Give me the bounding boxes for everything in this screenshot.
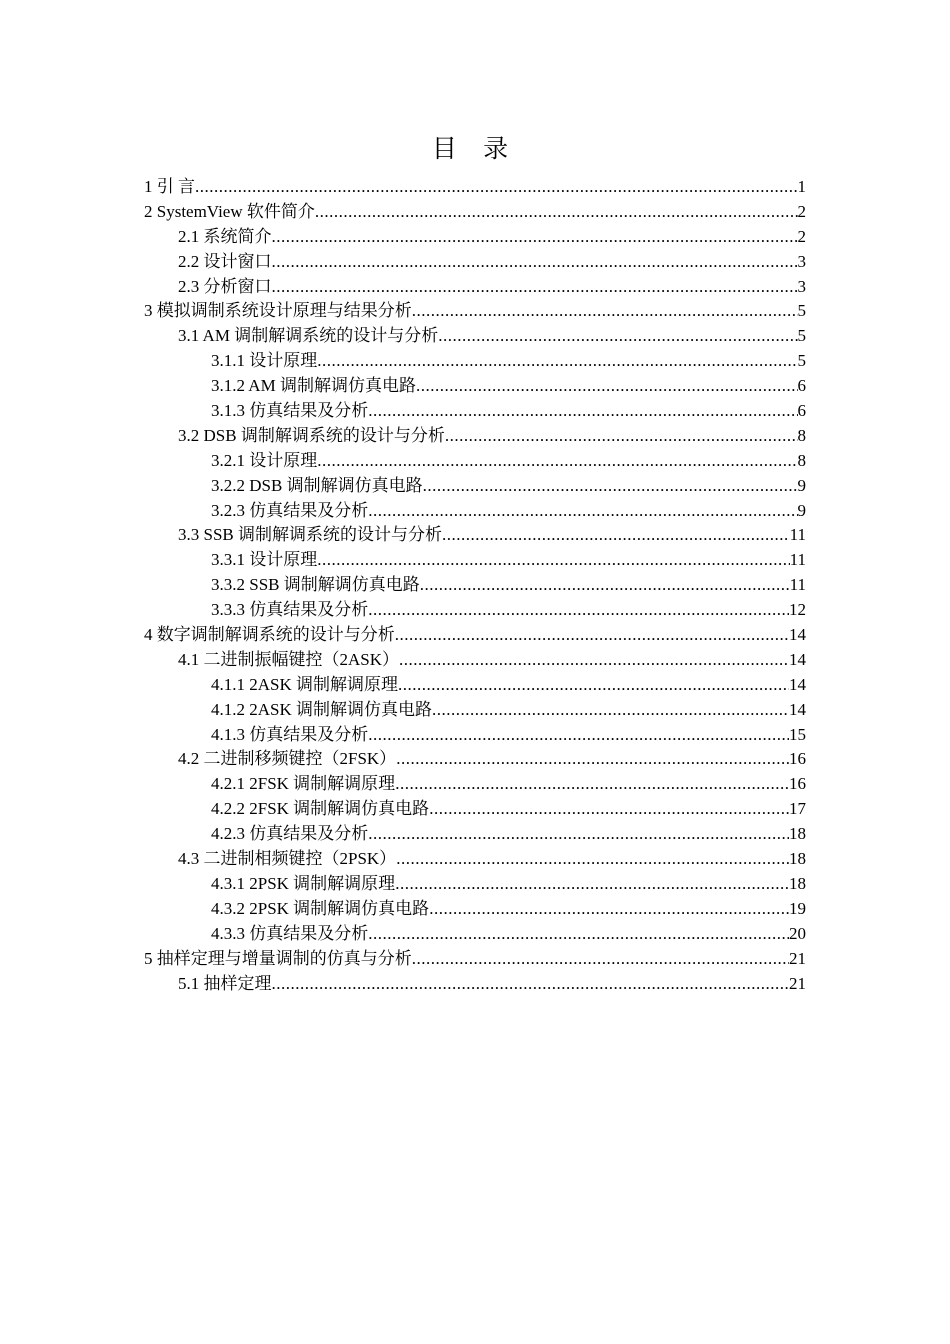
toc-entry-title: 4.3 二进制相频键控（2PSK） [178,849,397,869]
toc-entry[interactable] [0,573,806,598]
toc-page-number: 14 [789,625,806,645]
toc-leader-dots [272,250,798,275]
toc-entry-title: 2.3 分析窗口 [178,276,272,296]
toc-leader-dots [368,399,797,424]
toc-entry[interactable] [0,797,806,822]
toc-entry[interactable] [0,623,806,648]
toc-leader-dots [438,324,797,349]
toc-page-number: 6 [797,401,806,421]
toc-leader-dots [315,200,798,225]
toc-leader-dots [368,922,789,947]
toc-entry[interactable] [0,225,806,250]
toc-page-number: 15 [789,724,806,744]
toc-entry-title: 3.2 DSB 调制解调系统的设计与分析 [178,425,445,445]
toc-page-number: 12 [789,600,806,620]
toc-entry-title: 3.1 AM 调制解调系统的设计与分析 [178,326,439,346]
toc-page-number: 9 [797,475,806,495]
toc-entry-title: 3.1.3 仿真结果及分析 [211,401,369,421]
toc-entry[interactable] [0,723,806,748]
toc-leader-dots [272,225,798,250]
toc-entry-title: 4.2 二进制移频键控（2FSK） [178,749,397,769]
toc-entry[interactable] [0,324,806,349]
toc-entry-title: 2.1 系统简介 [178,226,272,246]
toc-entry-title: 3 模拟调制系统设计原理与结果分析 [144,301,412,321]
toc-entry-title: 4.3.2 2PSK 调制解调仿真电路 [211,898,430,918]
toc-entry[interactable] [0,200,806,225]
toc-leader-dots [368,723,789,748]
toc-leader-dots [317,548,789,573]
toc-entry[interactable] [0,872,806,897]
toc-list [0,175,950,996]
toc-page-number: 11 [789,575,806,595]
toc-entry[interactable] [0,772,806,797]
toc-page-number: 2 [797,201,806,221]
toc-page-number: 18 [789,824,806,844]
toc-entry[interactable] [0,474,806,499]
page-title: 目 录 [431,136,519,163]
toc-page-number: 16 [789,749,806,769]
toc-entry-title: 4.3.1 2PSK 调制解调原理 [211,873,396,893]
toc-entry-title: 4.2.3 仿真结果及分析 [211,824,369,844]
toc-entry[interactable] [0,374,806,399]
toc-entry-title: 3.3.1 设计原理 [211,550,318,570]
toc-entry-title: 1 引 言 [144,177,195,196]
toc-leader-dots [432,698,789,723]
toc-entry-title: 4.3.3 仿真结果及分析 [211,923,369,943]
toc-entry-title: 3.2.3 仿真结果及分析 [211,500,369,520]
toc-entry[interactable] [0,349,806,374]
toc-page-number: 18 [789,873,806,893]
toc-leader-dots [420,573,790,598]
toc-page-number: 14 [789,699,806,719]
toc-entry[interactable] [0,598,806,623]
toc-entry-title: 3.3.2 SSB 调制解调仿真电路 [211,575,420,595]
toc-entry-title: 4.1 二进制振幅键控（2ASK） [178,649,400,669]
toc-entry[interactable] [0,947,806,972]
toc-leader-dots [429,797,789,822]
toc-leader-dots [368,598,789,623]
toc-leader-dots [368,822,789,847]
toc-page-number: 9 [797,500,806,520]
toc-entry[interactable] [0,972,806,997]
toc-leader-dots [412,947,789,972]
toc-page-number: 14 [789,674,806,694]
toc-leader-dots [317,349,797,374]
toc-leader-dots [429,897,789,922]
toc-entry[interactable] [0,499,806,524]
toc-leader-dots [368,499,797,524]
toc-leader-dots [272,972,790,997]
toc-entry[interactable] [0,523,806,548]
toc-entry-title: 3.1.1 设计原理 [211,351,318,371]
toc-entry[interactable] [0,747,806,772]
toc-entry-title: 5 抽样定理与增量调制的仿真与分析 [144,948,412,968]
toc-entry[interactable] [0,175,806,200]
toc-entry[interactable] [0,698,806,723]
toc-leader-dots [423,474,798,499]
toc-page-number: 5 [797,301,806,321]
toc-entry-title: 5.1 抽样定理 [178,973,272,993]
toc-leader-dots [317,449,797,474]
toc-leader-dots [416,374,798,399]
toc-entry-title: 3.3 SSB 调制解调系统的设计与分析 [178,525,442,545]
toc-page-number: 21 [789,948,806,968]
toc-entry-title: 4.2.1 2FSK 调制解调原理 [211,774,396,794]
toc-page-number: 21 [789,973,806,993]
toc-entry-title: 3.1.2 AM 调制解调仿真电路 [211,376,416,396]
toc-page-number: 6 [797,376,806,396]
toc-page-number: 8 [797,425,806,445]
toc-entry[interactable] [0,548,806,573]
toc-leader-dots [395,623,789,648]
toc-entry-title: 2 SystemView 软件简介 [144,201,315,221]
toc-leader-dots [442,523,790,548]
toc-page-number: 5 [797,326,806,346]
toc-leader-dots [195,175,798,200]
toc-entry[interactable] [0,922,806,947]
toc-entry[interactable] [0,250,806,275]
toc-leader-dots [396,847,789,872]
toc-entry[interactable] [0,424,806,449]
toc-entry-title: 4.1.2 2ASK 调制解调仿真电路 [211,699,433,719]
toc-entry[interactable] [0,648,806,673]
toc-page-number: 11 [789,550,806,570]
toc-entry[interactable] [0,399,806,424]
toc-entry-title: 3.3.3 仿真结果及分析 [211,600,369,620]
toc-leader-dots [412,299,798,324]
toc-leader-dots [399,648,789,673]
toc-entry-title: 2.2 设计窗口 [178,251,272,271]
toc-page-number: 16 [789,774,806,794]
toc-leader-dots [398,673,789,698]
toc-leader-dots [395,772,789,797]
toc-entry[interactable] [0,822,806,847]
toc-leader-dots [395,872,789,897]
toc-entry[interactable] [0,449,806,474]
toc-entry[interactable] [0,673,806,698]
toc-page-number: 17 [789,799,806,819]
toc-entry[interactable] [0,299,806,324]
toc-page-number: 3 [797,276,806,296]
toc-page-number: 8 [797,450,806,470]
toc-entry[interactable] [0,275,806,300]
toc-entry-title: 4.2.2 2FSK 调制解调仿真电路 [211,799,430,819]
toc-page-number: 18 [789,849,806,869]
toc-page-number: 19 [789,898,806,918]
toc-entry-title: 4.1.1 2ASK 调制解调原理 [211,674,399,694]
toc-entry-title: 3.2.1 设计原理 [211,450,318,470]
toc-entry[interactable] [0,897,806,922]
toc-page-number: 14 [789,649,806,669]
toc-leader-dots [272,275,798,300]
toc-entry-title: 4.1.3 仿真结果及分析 [211,724,369,744]
toc-entry[interactable] [0,847,806,872]
toc-leader-dots [445,424,798,449]
toc-page-number: 1 [797,177,806,196]
toc-leader-dots [396,747,789,772]
toc-page-number: 2 [797,226,806,246]
toc-page-number: 20 [789,923,806,943]
toc-page-number: 5 [797,351,806,371]
toc-entry-title: 4 数字调制解调系统的设计与分析 [144,625,395,645]
toc-entry-title: 3.2.2 DSB 调制解调仿真电路 [211,475,423,495]
toc-page-number: 11 [789,525,806,545]
toc-page-number: 3 [797,251,806,271]
